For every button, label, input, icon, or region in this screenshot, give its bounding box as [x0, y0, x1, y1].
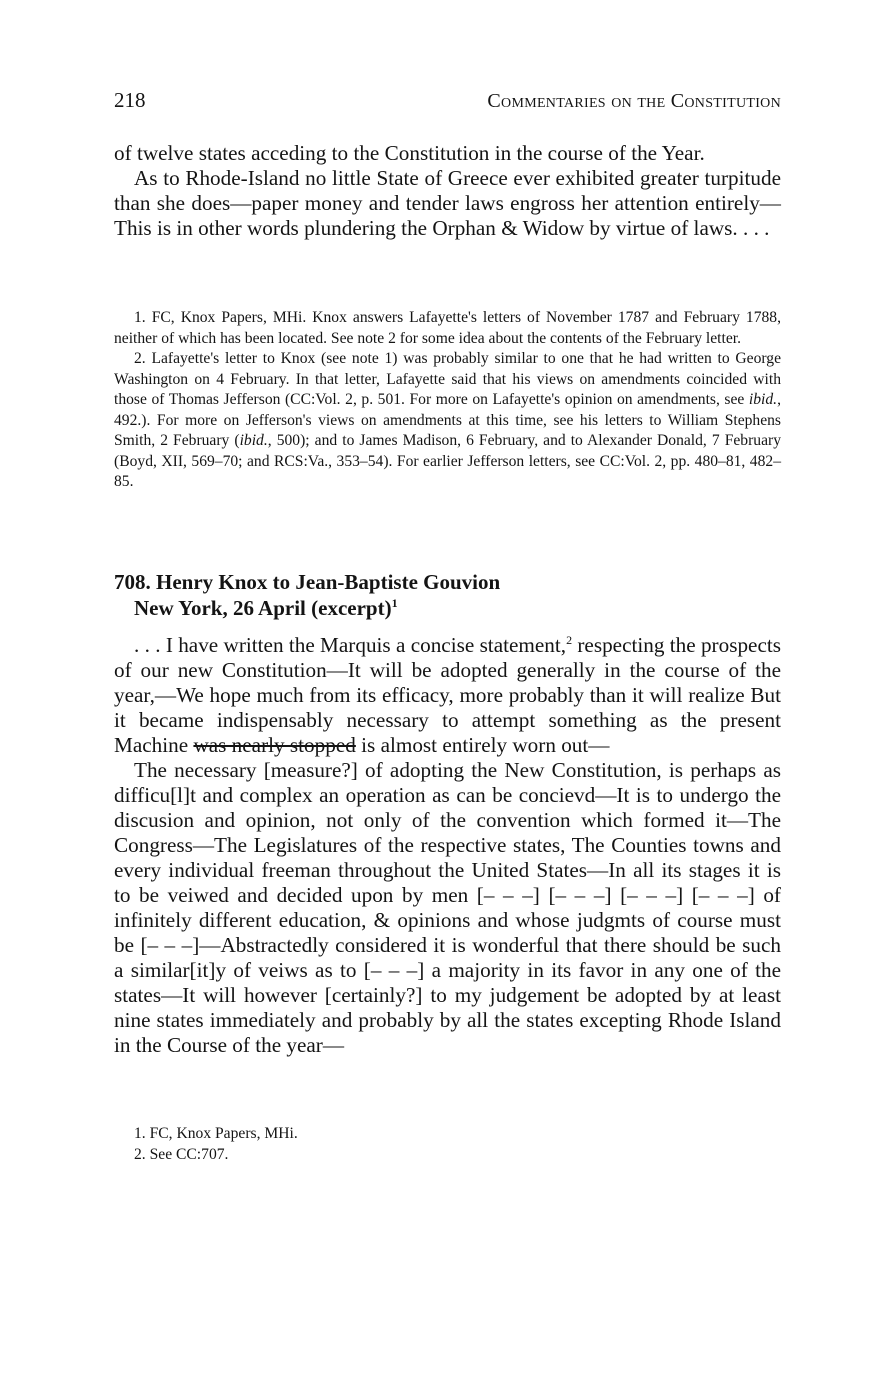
footnote-1: 1. FC, Knox Papers, MHi. Knox answers Lafayette's letters of November 1787 and February 1788, neither of which has been located. See note 2 for some idea about the contents of the February letter.: [114, 309, 781, 347]
document-paragraph-1: . . . I have written the Marquis a concise statement,$^2$ respecting the prospects of our new Constitution—It will be adopted generally in the course of the year,—We hope much from its efficacy, more probably than it will realize But it became indispensably necessary to attempt something as the present Machine was nearly stopped is almost entirely worn out—: [114, 633, 781, 757]
footnotes-previous: [114, 308, 781, 493]
ibid-italic: ibid.: [748, 391, 778, 408]
running-header: [114, 88, 781, 118]
document-body: [114, 633, 781, 1058]
running-title: Commentaries on the Constitution: [487, 90, 781, 112]
continuation-paragraph-2: As to Rhode-Island no little State of Greece ever exhibited greater turpitude than she does—paper money and tender laws engross her attention entirely—This is in other words plundering the Orphan & Widow by virtue of laws. . . .: [114, 166, 781, 240]
footnotes-document: [114, 1124, 781, 1165]
document-paragraph-2: The necessary [measure?] of adopting the New Constitution, is perhaps as difficu[l]t and complex an operation as can be concievd—It is to undergo the discusion and opinion, not only of the convention which formed it—The Congress—The Legislatures of the respective states, The Counties towns and every individual freeman throughout the United States—In all its stages it is to be veiwed and decided upon by men [– – –] [– – –] [– – –] [– – –] of infinitely different education, & opinions and whose judgmts of course must be [– – –]—Abstractedly considered it is wonderful that there should be such a similar[it]y of veiws as to [– – –] a majority in its favor in any one of the states—It will however [certainly?] to my judgement be adopted by at least nine states immediately and probably by all the states excepting Rhode Island in the Course of the year—: [114, 758, 781, 1057]
continuation-paragraph-1: of twelve states acceding to the Constitution in the course of the Year.: [114, 141, 705, 165]
footnote-ref: 2: [566, 633, 573, 647]
document-title: 708. Henry Knox to Jean-Baptiste Gouvion: [114, 570, 501, 594]
letter-continuation: [114, 141, 781, 241]
footnote-1: 1. FC, Knox Papers, MHi.: [134, 1125, 298, 1142]
footnote-ref: 1: [391, 596, 398, 610]
document-heading: [114, 569, 781, 621]
footnote-2: 2. Lafayette's letter to Knox (see note 1) was probably similar to one that he had written to George Washington on 4 February. In that letter, Lafayette said that his views on amendments coincided with those of Thomas Jefferson (CC:Vol. 2, p. 501. For more on Lafayette's opinion on amendments, see ibid., 492.). For more on Jefferson's views on amendments at this time, see his letters to William Stephens Smith, 2 February (ibid., 500); and to James Madison, 6 February, and to Alexander Donald, 7 February (Boyd, XII, 569–70; and RCS:Va., 353–54). For earlier Jefferson letters, see CC:Vol. 2, pp. 480–81, 482–85.: [114, 350, 781, 490]
document-dateline: New York, 26 April (excerpt)$^1$: [134, 596, 398, 620]
page-number: 218: [114, 88, 146, 112]
footnote-2: 2. See CC:707.: [134, 1145, 229, 1163]
struck-text: was nearly stopped: [193, 733, 356, 757]
ibid-italic: ibid.: [239, 432, 268, 449]
